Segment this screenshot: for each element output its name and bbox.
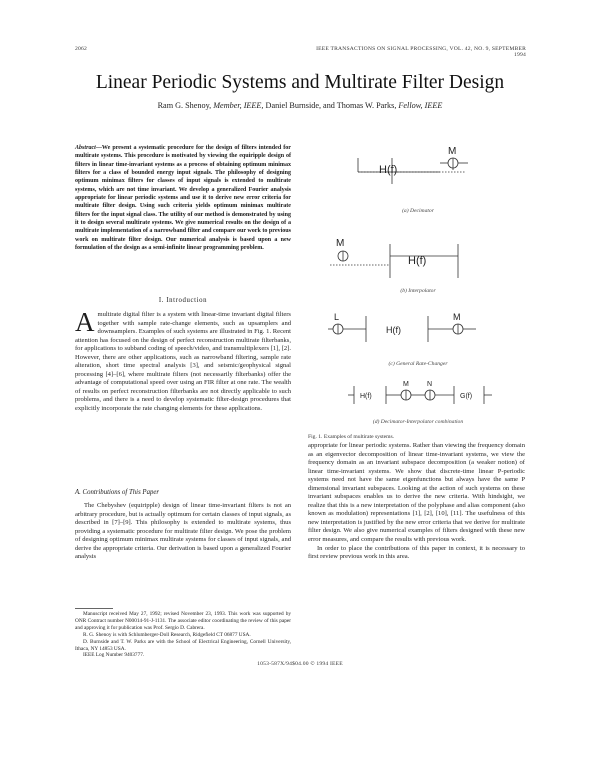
fig-c-caption: (c) General Rate-Changer (388, 361, 448, 367)
fig-a-caption: (a) Decimator (402, 208, 434, 214)
footnote-log-number: IEEE Log Number 9403777. (83, 652, 145, 659)
fig-b-filter-label: H(f) (408, 255, 427, 267)
fig-a-decimation-factor: M (448, 146, 457, 157)
figure-1 (308, 140, 528, 465)
fig-d-caption: (d) Decimator-Interpolator combination (372, 419, 464, 425)
fig-d-downsample-factor: M (403, 381, 409, 388)
author-1: Ram G. Shenoy, (157, 101, 212, 110)
fig-b-caption: (b) Interpolator (400, 288, 436, 294)
right-paragraph-2: In order to place the contributions of this paper in context, it is necessary to first review previous work in this area. (308, 544, 525, 561)
author-2-3: Daniel Burnside, and Thomas W. Parks, (265, 101, 397, 110)
fig-a-filter-label: H(f) (379, 164, 398, 176)
author-3-role: Fellow, IEEE (398, 101, 443, 110)
fig-d-upsample-factor: N (427, 381, 433, 388)
intro-paragraph-1: multirate digital filter is a system with linear-time invariant digital filters together with sample rate-change elements, such as upsamplers and downsamplers. Examples of such systems are illustrated in Fig. 1. Recent attention has focused on the design of perfect reconstruction multirate filterbanks, for applications to subband coding of speech/video, and transmultiplexers [1], [2]. However, there are other applications, such as narrowband filtering, sample rate alteration, short time spectral analysis [3], and seismic/geophysical signal processing [4]–[6], where multirate filters (not necessarily filterbanks) offer the advantage of computational speed over using an FIR filter at one rate. The wealth of results on perfect reconstruction filterbanks are not directly applicable to such problems, and there is a need to develop systematic filter-design procedures that explicitly incorporate the rate changing elements for these applications. (75, 311, 291, 413)
page-number: 2062 (75, 46, 87, 52)
figure-1-caption: Fig. 1. Examples of multirate systems. (308, 434, 395, 440)
fig-c-downsample-factor: M (453, 312, 461, 322)
author-line (0, 101, 600, 110)
abstract (75, 144, 291, 252)
running-header: IEEE TRANSACTIONS ON SIGNAL PROCESSING, VOL. 42, NO. 9, SEPTEMBER 1994 (316, 46, 526, 58)
fig-c-upsample-factor: L (334, 312, 340, 322)
right-paragraph-1: appropriate for linear periodic systems. Rather than viewing the frequency domain as an eigenvector decomposition of linear time-invariant systems, we view the frequency domain as an invariant subspace decomposition (a weaker notion) of linear time-invariant systems. We show that discrete-time linear P-periodic systems need not have the same eigenfunctions but always have the same P dimensional invariant subspaces. Looking at the action of such systems on these invariant subspaces enables us to derive the new criteria. With hindsight, we realize that this is a new interpretation of the polyphase and alias component (also known as modulation) representations [1], [2], [10], [11]. The usefulness of this new interpretation is justified by the new error criteria that we derive for multirate filter design. We also give numerical examples of filters designed with these new error measures, and compare the results with previous work. (308, 442, 525, 544)
footnote-manuscript: Manuscript received May 27, 1992; revised November 23, 1993. This work was supported by ONR Contract number N00014-91-J-1131. The associate editor coordinating the review of this paper and approving it for publication was Prof. Sergio D. Cabrera. (75, 611, 291, 631)
fig-d-filter-g: G(f) (460, 393, 473, 400)
copyright-line: 1053-587X/94$04.00 © 1994 IEEE (257, 661, 343, 667)
author-1-role: Member, IEEE, (213, 101, 264, 110)
abstract-lead: Abstract (75, 145, 96, 151)
footnote-affiliation-2: D. Burnside and T. W. Parks are with the School of Electrical Engineering, Cornell University, Ithaca, NY 14853 USA. (75, 638, 291, 652)
fig-c-filter-label: H(f) (386, 325, 401, 335)
fig-d-filter-h: H(f) (360, 393, 372, 400)
intro-body (75, 307, 291, 414)
paper-title: Linear Periodic Systems and Multirate Filter Design (95, 72, 505, 93)
footnote-affiliation-1: R. G. Shenoy is with Schlumberger-Doll Research, Ridgefield CT 06877 USA. (83, 631, 251, 638)
abstract-text: —We present a systematic procedure for the design of filters intended for multirate systems. This procedure is motivated by viewing the equiripple design of filters in linear time-invariant systems as a process of obtaining optimum minimax filters for a class of bounded energy input signals. The philosophy of designing optimum minimax filters for classes of input signals is extended to multirate systems, which are not time invariant. We develop a generalized Fourier analysis appropriate for linear periodic systems and use it to derive new error criteria for multirate filter design. Using such criteria yields optimum minimax multirate filters for the input signal class. The utility of our method is demonstrated by using it to design several multirate systems. We give numerical results on the design of a multirate implementation of a narrowband filter and compare our work to previous work on multirate filter design. Our numerical analysis is based upon a new formulation of the design as a semi-infinite linear programming problem. (75, 145, 291, 252)
right-column-body (308, 442, 525, 562)
footnote-rule (75, 608, 113, 609)
fig-b-upsample-factor: M (336, 238, 345, 249)
subsection-heading: A. Contributions of This Paper (75, 489, 160, 496)
drop-cap: A (75, 307, 95, 337)
footnotes (75, 611, 291, 659)
intro-heading: I. Introduction (158, 297, 208, 304)
subsection-body: The Chebyshev (equiripple) design of linear time-invariant filters is not an arbitrary procedure, but is actually optimum for certain classes of input signals, as described in [7]–[9]. This philosophy is extended to multirate systems, thus providing a systematic procedure for multirate filter design. We pose the problem of designing optimum minimax multirate systems for classes of input signals, and derive the appropriate criteria. Our derivation is based upon a generalized Fourier analysis (75, 502, 291, 561)
figure-1-diagrams (308, 140, 528, 465)
